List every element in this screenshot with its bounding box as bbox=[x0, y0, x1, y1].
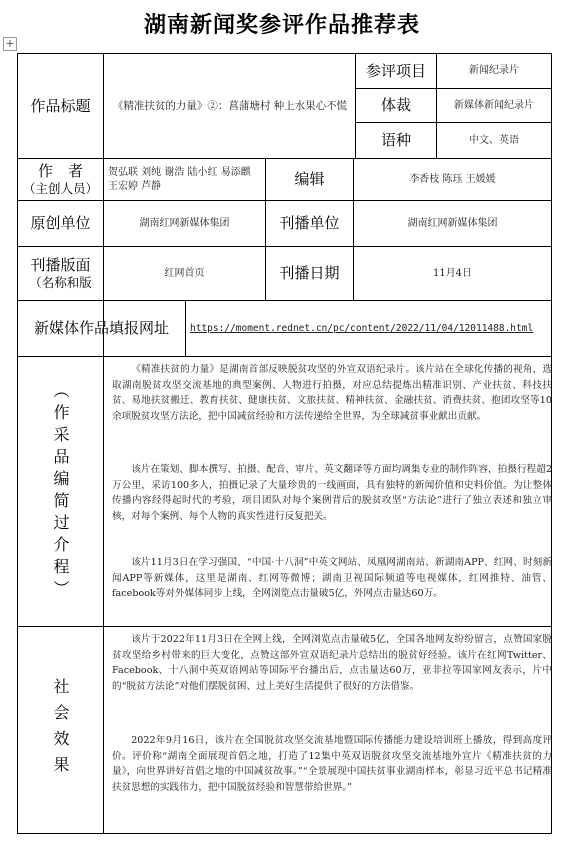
pub-date-value: 11月4日 bbox=[432, 267, 473, 279]
genre-value: 新媒体新闻纪录片 bbox=[454, 99, 534, 111]
form-title: 湖南新闻奖参评作品推荐表 bbox=[143, 13, 420, 38]
effect-paragraph-2: 2022年9月16日，该片在全国脱贫攻坚交流基地暨国际传播能力建设培训班上播放，得到高度评价。评价称“湖南全面展现首倡之地，打造了12集中英双语脱贫攻坚交流基地外宣片《精准扶贫的力量》，向世界讲好首倡之地的中国减贫故事。”“全景展现中国扶贫事业湖南样本，彰显习近平总书记精准扶贫思想的实践伟力，把中国脱贫经验和智慧带给世界。” bbox=[112, 735, 552, 793]
author-label-line1: 作 者 bbox=[37, 162, 83, 180]
pub-page-label bbox=[18, 247, 103, 300]
effect-label-text: 社会效果 bbox=[51, 678, 70, 782]
editor-label: 编辑 bbox=[294, 170, 325, 188]
origin-unit-label: 原创单位 bbox=[30, 214, 91, 232]
effect-paragraph-1: 该片于2022年11月3日在全网上线，全网浏览点击量破5亿，全国各地网友纷纷留言，点赞国家脱贫攻坚给乡村带来的巨大变化，点赞这部外宣双语纪录片总结出的脱贫好经验。该片在红网Twitter、Facebook、十八洞中英双语网站等国际平台播出后，点击量达60万，亚非拉等国家网友表示，片中的“脱贫方法论”对他们摆脱贫困、过上美好生活提供了很好的方法借鉴。 bbox=[112, 634, 552, 692]
pub-page-label-line1: 刊播版面 bbox=[30, 256, 91, 274]
url-label: 新媒体作品填报网址 bbox=[33, 319, 169, 337]
author-label bbox=[18, 159, 103, 200]
language-value: 中文、英语 bbox=[469, 134, 519, 146]
genre-label: 体裁 bbox=[380, 96, 411, 114]
pub-unit-value: 湖南红网新媒体集团 bbox=[407, 217, 498, 229]
authors-value: 贺弘联 刘纯 谢浩 陆小红 易添麒 王宏婷 芦静 bbox=[108, 166, 251, 192]
author-label-line2: （主创人员） bbox=[22, 181, 98, 196]
url-cell bbox=[190, 301, 548, 356]
url-link[interactable]: https://moment.rednet.cn/pc/content/2022/11/04/12011488.html bbox=[190, 323, 534, 334]
editors-value: 李香枝 陈珏 王媛媛 bbox=[409, 173, 496, 185]
category-label: 参评项目 bbox=[365, 61, 426, 80]
effect-label bbox=[18, 627, 103, 833]
process-label bbox=[18, 357, 103, 626]
pub-date-label: 刊播日期 bbox=[279, 264, 340, 282]
pub-unit-label: 刊播单位 bbox=[279, 214, 340, 232]
table-move-handle-icon[interactable]: + bbox=[3, 37, 17, 51]
category-value: 新闻纪录片 bbox=[469, 65, 519, 76]
process-paragraph-3: 该片11月3日在学习强国、“中国·十八洞”中英文网站、凤凰网湖南站、新湖南APP、红网、时刻新闻APP等新媒体，这里是湖南、红网等微博；湖南卫视国际频道等电视媒体，红网推特、油管、facebook等对外媒体同步上线，全网浏览点击量破5亿，外网点击量达60万。 bbox=[112, 557, 552, 599]
work-title-value: 《精准扶贫的力量》②：菖蒲塘村 种上水果心不慌 bbox=[112, 100, 348, 112]
process-paragraph-2: 该片在策划、脚本撰写、拍摄、配音、审片、英文翻译等方面均调集专业的制作阵容，拍摄行程超2万公里，采访100多人，拍摄记录了大量珍贵的一线画面，具有独特的新闻价值和史料价值。为让整体传播内容经得起时代的考验，项目团队对每个案例背后的脱贫攻坚“方法论”进行了独立表述和独立审核，对每个案例、每个人物的真实性进行反复把关。 bbox=[112, 464, 552, 522]
pub-page-value: 红网首页 bbox=[164, 267, 205, 279]
process-paragraph-1: 《精准扶贫的力量》是湖南首部反映脱贫攻坚的外宣双语纪录片。该片站在全球化传播的视角，选取湖南脱贫攻坚交流基地的典型案例、人物进行拍摄，对应总结提炼出精准识别、产业扶贫、科技扶贫、易地扶贫搬迁、教育扶贫、健康扶贫、文旅扶贫、精神扶贫、金融扶贫、消费扶贫、抱团攻坚等10余项脱贫攻坚方法论，把中国减贫经验和方法传递给全世界，为全球减贫事业献出贡献。 bbox=[112, 364, 552, 422]
origin-unit-value: 湖南红网新媒体集团 bbox=[139, 217, 230, 229]
language-label: 语种 bbox=[380, 131, 411, 149]
pub-page-label-line2: （名称和版 bbox=[29, 275, 92, 290]
work-title-label: 作品标题 bbox=[30, 96, 91, 115]
process-label-text: （作采品编简过介程） bbox=[51, 381, 70, 602]
